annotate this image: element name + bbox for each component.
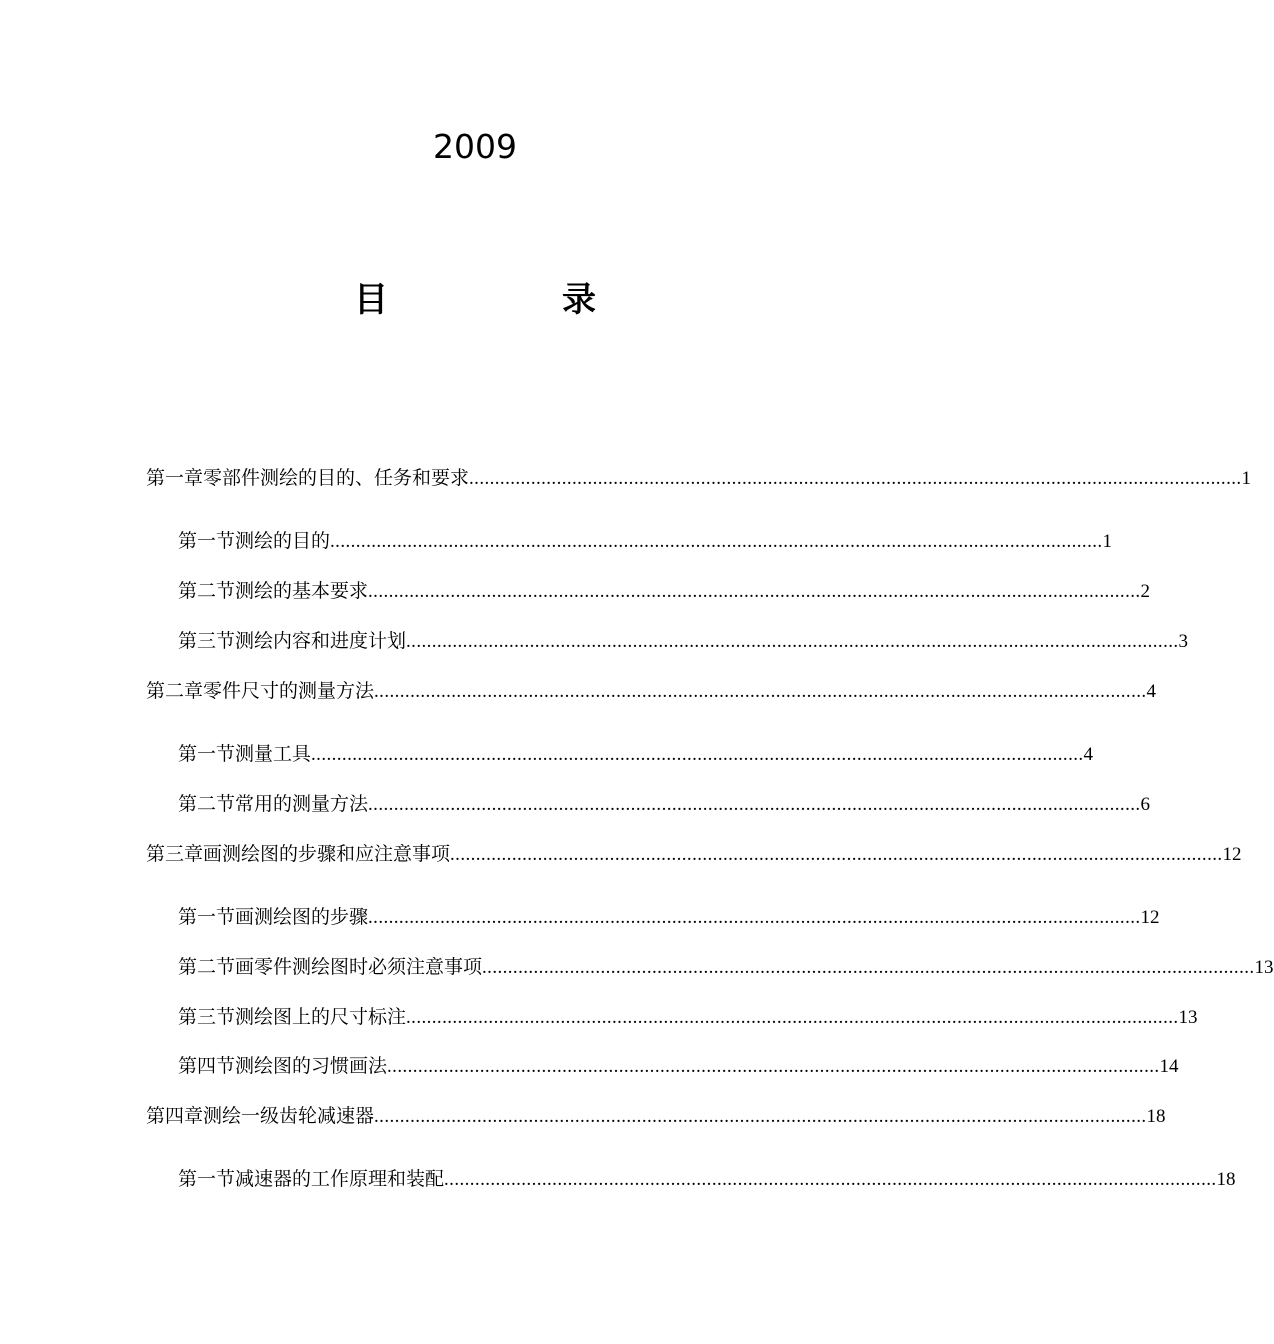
toc-entry-label: 第四章 (146, 1105, 204, 1127)
toc-entry-page: 3 (1178, 631, 1189, 652)
toc-entry-label: 第三章 (146, 843, 204, 865)
toc-entry-page: 12 (1140, 907, 1160, 928)
toc-entry-title: 画测绘图的步骤 (235, 906, 369, 928)
toc-entry-section-1-2[interactable] (178, 578, 1151, 605)
toc-entry-page: 1 (1241, 468, 1252, 489)
toc-dot-leader: ...................................................................................................................................................... (444, 1169, 1217, 1190)
toc-entry-section-2-2[interactable] (178, 791, 1151, 818)
toc-entry-label: 第一节 (178, 1168, 236, 1190)
toc-dot-leader: ...................................................................................................................................................... (482, 957, 1255, 978)
toc-heading (0, 278, 950, 322)
toc-heading-char-2: 录 (562, 280, 596, 320)
document-year: 2009 (433, 127, 517, 166)
toc-heading-char-1: 目 (354, 280, 388, 320)
toc-entry-title: 常用的测量方法 (235, 793, 369, 815)
toc-entry-label: 第二节 (178, 580, 236, 602)
toc-dot-leader: ...................................................................................................................................................... (387, 1056, 1160, 1077)
toc-entry-label: 第四节 (178, 1055, 236, 1077)
toc-entry-section-3-2[interactable] (178, 954, 1274, 981)
toc-entry-page: 2 (1140, 581, 1151, 602)
toc-entry-title: 测绘内容和进度计划 (235, 630, 407, 652)
toc-entry-label: 第一节 (178, 906, 236, 928)
toc-entry-page: 14 (1159, 1056, 1179, 1077)
toc-dot-leader: ...................................................................................................................................................... (368, 581, 1141, 602)
toc-entry-chapter-1[interactable] (146, 465, 1252, 492)
toc-entry-section-3-4[interactable] (178, 1053, 1179, 1080)
toc-entry-label: 第二章 (146, 680, 204, 702)
toc-entry-title: 画零件测绘图时必须注意事项 (235, 956, 483, 978)
toc-entry-section-1-1[interactable] (178, 528, 1113, 555)
toc-entry-page: 12 (1222, 844, 1242, 865)
toc-entry-title: 测绘一级齿轮减速器 (203, 1105, 375, 1127)
toc-entry-page: 13 (1178, 1007, 1198, 1028)
toc-entry-page: 4 (1083, 744, 1094, 765)
toc-entry-label: 第一节 (178, 530, 236, 552)
toc-dot-leader: ...................................................................................................................................................... (374, 681, 1147, 702)
toc-entry-section-2-1[interactable] (178, 741, 1094, 768)
toc-entry-label: 第三节 (178, 630, 236, 652)
toc-dot-leader: ...................................................................................................................................................... (450, 844, 1223, 865)
toc-entry-chapter-4[interactable] (146, 1103, 1166, 1130)
toc-entry-title: 画测绘图的步骤和应注意事项 (203, 843, 451, 865)
toc-entry-section-3-1[interactable] (178, 904, 1160, 931)
toc-entry-section-1-3[interactable] (178, 628, 1189, 655)
toc-entry-title: 测绘的目的 (235, 530, 331, 552)
toc-entry-label: 第一节 (178, 743, 236, 765)
toc-dot-leader: ...................................................................................................................................................... (368, 794, 1141, 815)
toc-dot-leader: ...................................................................................................................................................... (406, 631, 1179, 652)
toc-entry-chapter-3[interactable] (146, 841, 1242, 868)
toc-entry-title: 测绘的基本要求 (235, 580, 369, 602)
toc-dot-leader: ...................................................................................................................................................... (469, 468, 1242, 489)
toc-dot-leader: ...................................................................................................................................................... (368, 907, 1141, 928)
toc-entry-title: 测绘图的习惯画法 (235, 1055, 388, 1077)
toc-entry-title: 零件尺寸的测量方法 (203, 680, 375, 702)
toc-entry-page: 6 (1140, 794, 1151, 815)
toc-entry-title: 测量工具 (235, 743, 312, 765)
toc-entry-title: 减速器的工作原理和装配 (235, 1168, 445, 1190)
toc-dot-leader: ...................................................................................................................................................... (374, 1106, 1147, 1127)
toc-entry-page: 1 (1102, 531, 1113, 552)
toc-entry-label: 第三节 (178, 1006, 236, 1028)
toc-dot-leader: ...................................................................................................................................................... (311, 744, 1084, 765)
toc-entry-label: 第二节 (178, 793, 236, 815)
toc-entry-section-3-3[interactable] (178, 1004, 1198, 1031)
toc-entry-title: 测绘图上的尺寸标注 (235, 1006, 407, 1028)
toc-entry-page: 13 (1254, 957, 1274, 978)
toc-entry-label: 第一章 (146, 467, 204, 489)
toc-entry-page: 18 (1146, 1106, 1166, 1127)
toc-entry-section-4-1[interactable] (178, 1166, 1236, 1193)
toc-dot-leader: ...................................................................................................................................................... (330, 531, 1103, 552)
toc-entry-chapter-2[interactable] (146, 678, 1157, 705)
toc-dot-leader: ...................................................................................................................................................... (406, 1007, 1179, 1028)
toc-entry-label: 第二节 (178, 956, 236, 978)
toc-entry-page: 18 (1216, 1169, 1236, 1190)
toc-entry-title: 零部件测绘的目的、任务和要求 (203, 467, 470, 489)
toc-entry-page: 4 (1146, 681, 1157, 702)
